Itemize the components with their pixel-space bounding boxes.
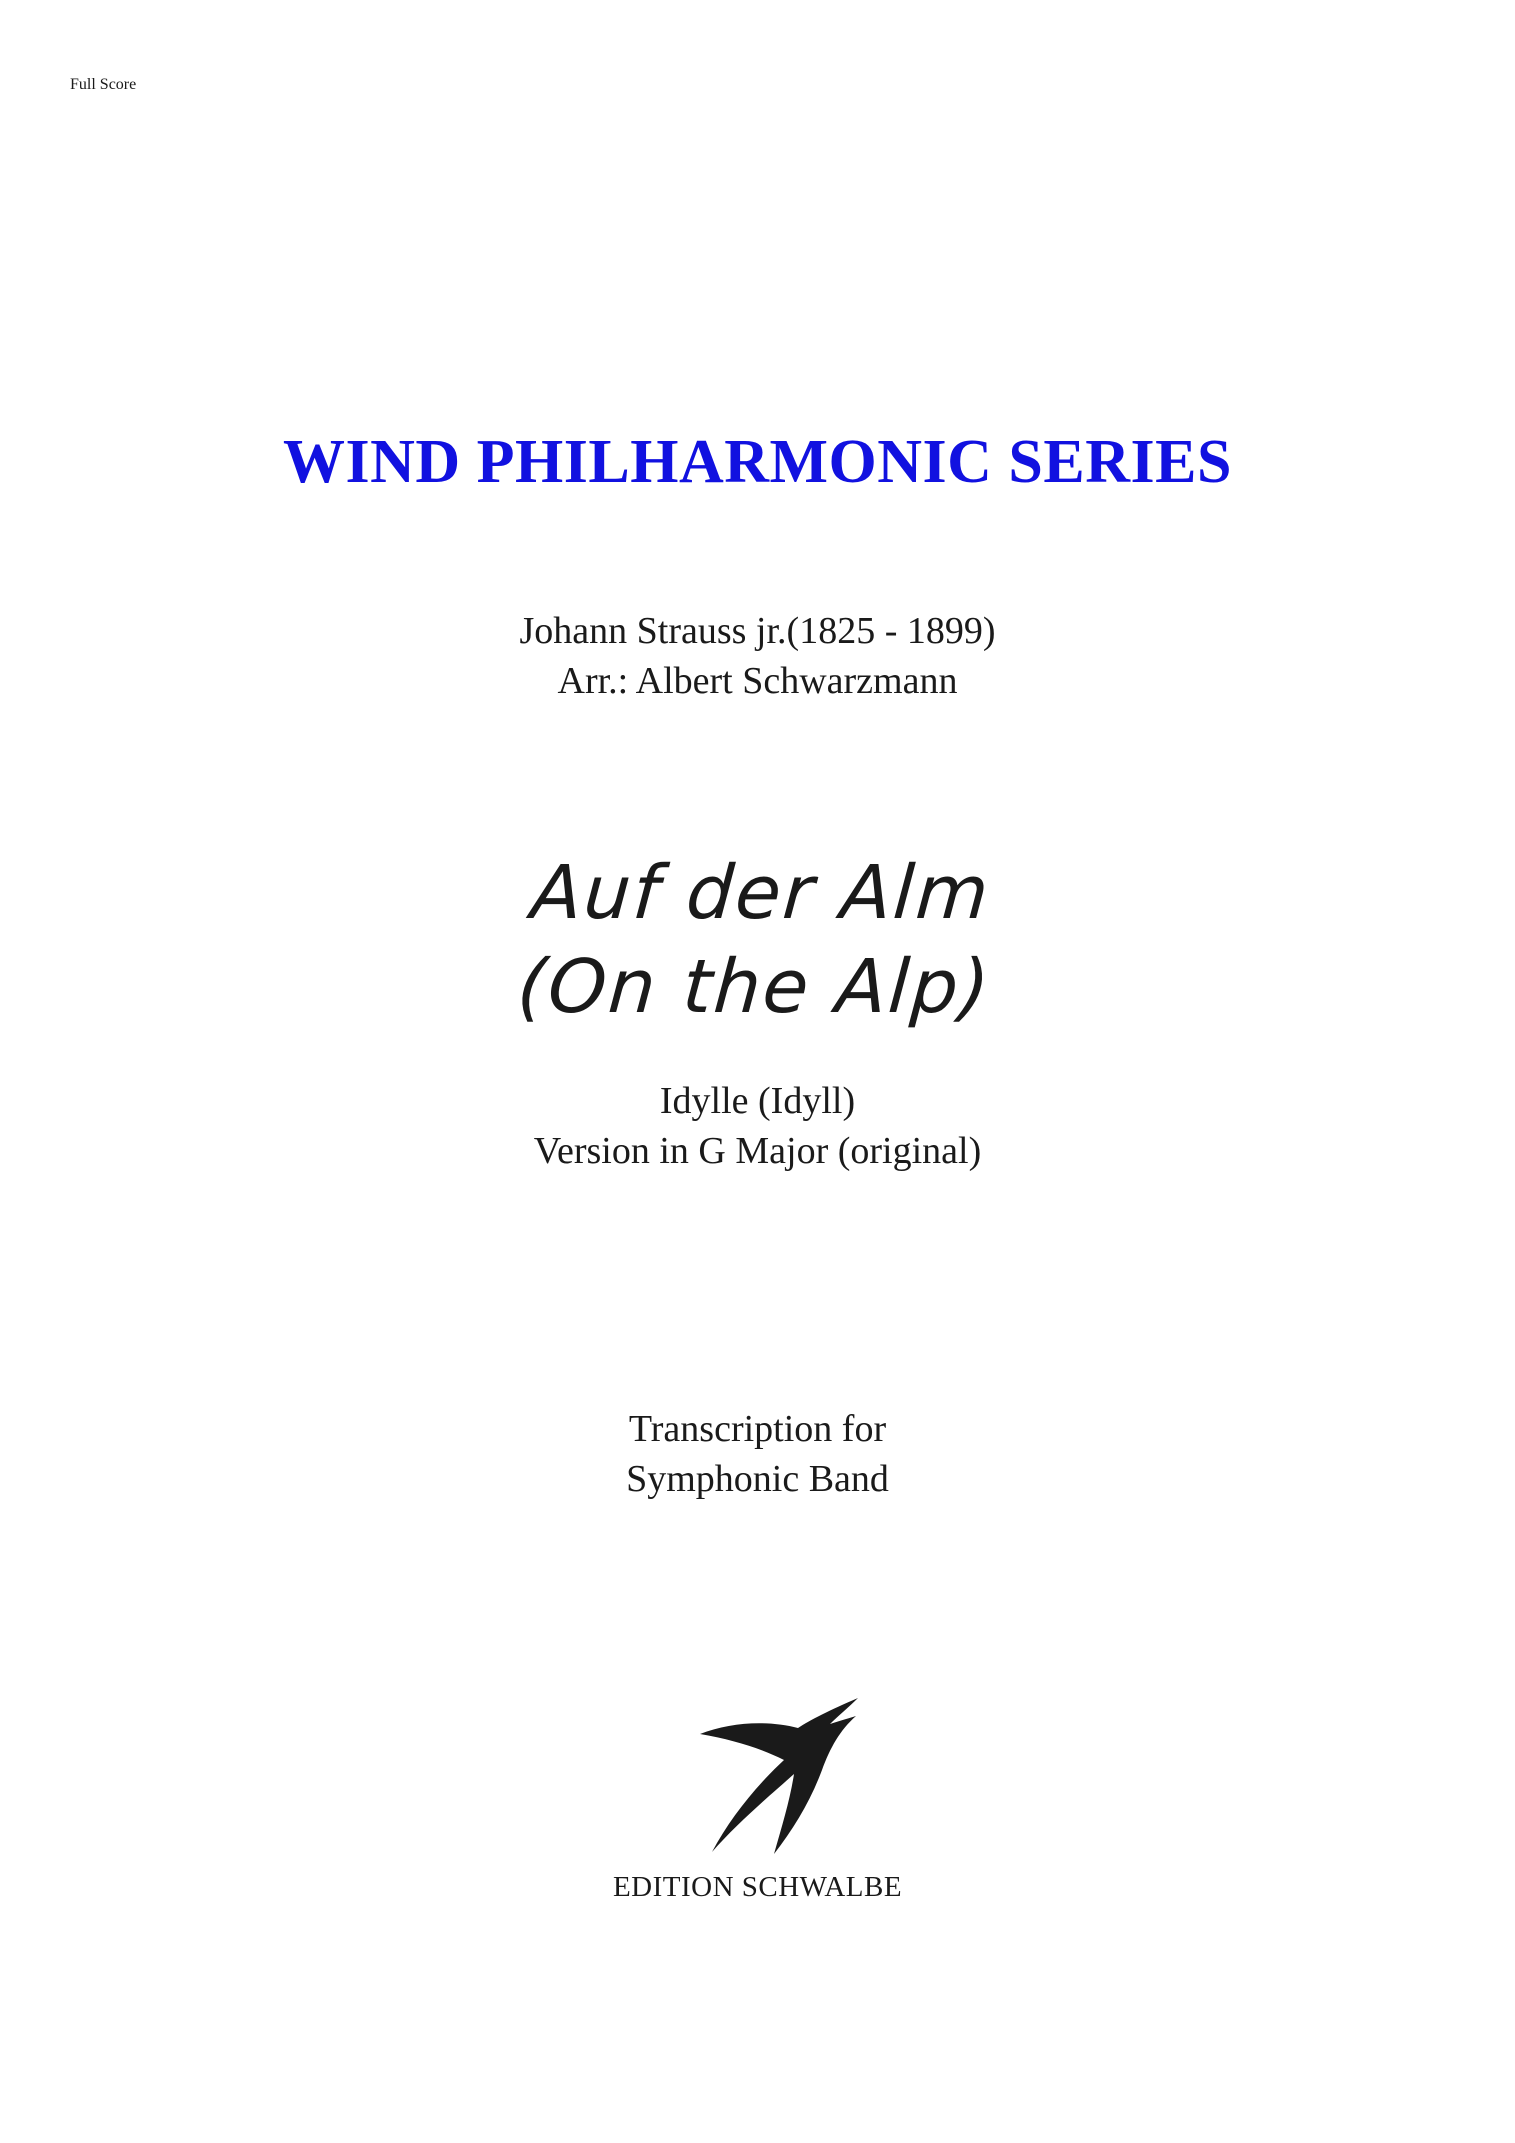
work-title	[0, 846, 1515, 1034]
series-title: WIND PHILHARMONIC SERIES	[282, 428, 1233, 496]
transcription-line-1: Transcription for	[628, 1408, 887, 1450]
credits-block	[0, 606, 1515, 706]
transcription-line-2: Symphonic Band	[626, 1458, 889, 1500]
composer-line: Johann Strauss jr.(1825 - 1899)	[519, 610, 996, 652]
score-type-label: Full Score	[70, 76, 137, 93]
transcription-block	[0, 1404, 1515, 1504]
work-title-line-1: Auf der Alm	[528, 850, 994, 936]
work-subtitle	[0, 1076, 1515, 1176]
genre-line: Idylle (Idyll)	[659, 1080, 856, 1122]
work-title-line-2: (On the Alp)	[514, 944, 994, 1030]
swallow-bird-icon	[690, 1690, 890, 1870]
publisher-name: EDITION SCHWALBE	[612, 1871, 903, 1903]
version-line: Version in G Major (original)	[533, 1130, 982, 1172]
arranger-line: Arr.: Albert Schwarzmann	[557, 660, 958, 702]
